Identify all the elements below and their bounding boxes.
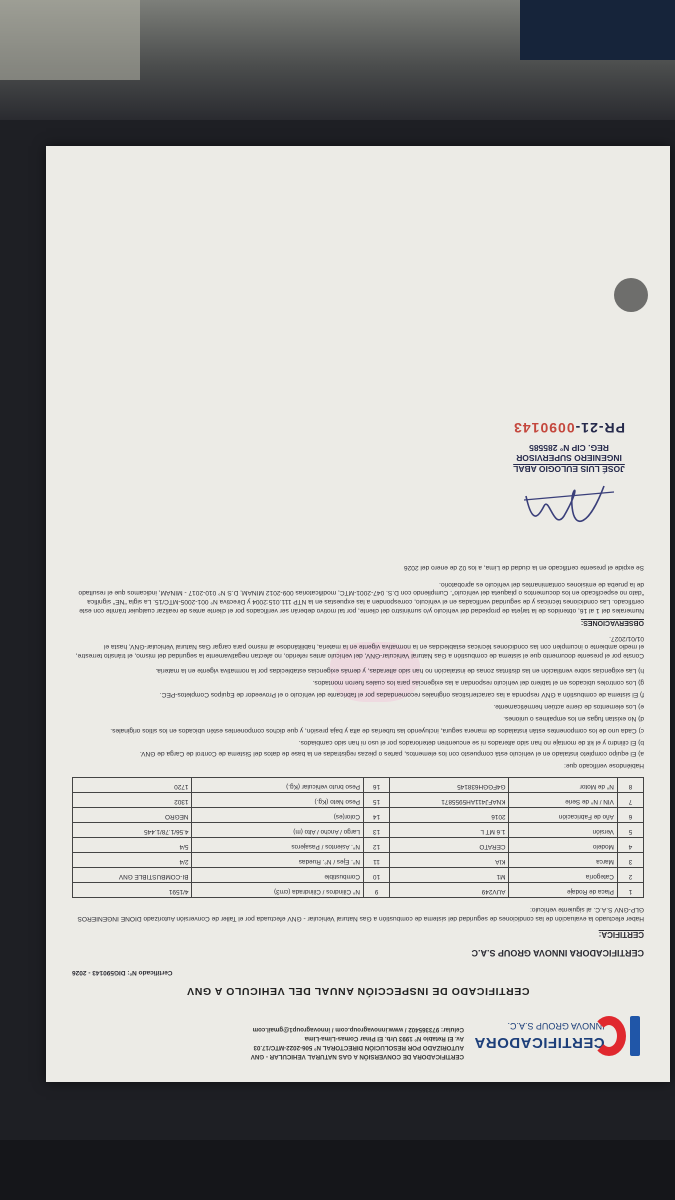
- table-cell-value2: BI-COMBUSTIBLE GNV: [73, 868, 192, 883]
- table-cell-label2: N° Cilindros / Cilindrada (cm3): [192, 883, 364, 898]
- table-cell-label: VIN / N° de Serie: [509, 793, 617, 808]
- list-item: h) Las exigencias sobre ventilación en las distintas zonas de instalación no han sido alteradas, y demás exigencias establecidas por la normativa vigente en la materia.: [155, 667, 644, 675]
- logo-subtext: INNOVA GROUP S.A.C.: [507, 1020, 605, 1031]
- table-cell-value: 2016: [390, 808, 509, 823]
- table-cell-value2: 1302: [73, 793, 192, 808]
- table-cell-value: M1: [390, 868, 509, 883]
- table-cell-label: Marca: [509, 853, 617, 868]
- table-cell-n2: 15: [364, 793, 390, 808]
- table-cell-n: 2: [617, 868, 643, 883]
- table-cell-value2: 4/1591: [73, 883, 192, 898]
- list-item: c) Cada uno de los componentes están instalados de manera segura, incluyendo las tuberías de alta y baja presión, y que dichos componentes estén ubicados en los sitios originales.: [110, 726, 644, 734]
- pr-code: [494, 418, 644, 436]
- header-info-line: Celular: 973365402 / www.innovagroup.com / innovagroup1@gmail.com: [252, 1026, 464, 1034]
- verification-heading: Habiéndose verificado que:: [564, 762, 644, 770]
- background-cushion: [0, 1140, 675, 1200]
- table-cell-n: 8: [617, 778, 643, 793]
- table-cell-value: KIA: [390, 853, 509, 868]
- document-title: CERTIFICADO DE INSPECCIÓN ANUAL DEL VEHICULO A GNV: [186, 985, 530, 997]
- list-item: e) Los elementos de cierre actúen herméticamente.: [493, 702, 644, 710]
- header-info: [72, 1024, 464, 1060]
- table-row: [73, 853, 644, 868]
- pr-prefix: PR-21-: [574, 419, 625, 436]
- observations-heading: OBSERVACIONES:: [580, 618, 644, 626]
- table-cell-n2: 12: [364, 838, 390, 853]
- list-item: b) El cilindro y el kit de montaje no han sido alterados ni se encuentren deteriorados por el uso ni han sido cambiados.: [298, 738, 644, 746]
- table-cell-value2: 4.56/1.78/1.445: [73, 823, 192, 838]
- ig-logo-icon: [611, 1012, 644, 1060]
- table-cell-value: KNAFJ411AH5955871: [390, 793, 509, 808]
- table-cell-n: 4: [617, 838, 643, 853]
- handwritten-signature: [494, 474, 644, 536]
- table-cell-value2: 1720: [73, 778, 192, 793]
- table-cell-value2: NEGRO: [73, 808, 192, 823]
- certificate-document: [46, 146, 670, 1082]
- table-row: [73, 823, 644, 838]
- table-row: [73, 838, 644, 853]
- table-row: [73, 868, 644, 883]
- certifica-heading: CERTIFICA:: [598, 929, 644, 939]
- paper-hole: [614, 278, 648, 312]
- table-cell-n2: 9: [364, 883, 390, 898]
- table-row: [73, 883, 644, 898]
- table-cell-label2: N°. Ejes / N°. Ruedas: [192, 853, 364, 868]
- table-row: [73, 793, 644, 808]
- engineer-reg: REG. CIP N° 285585: [529, 442, 609, 453]
- table-cell-n2: 10: [364, 868, 390, 883]
- engineer-role: INGENIERO SUPERVISOR: [516, 453, 622, 464]
- list-item: g) Los controles ubicados en el tablero del vehículo respondan a las exigencias para los cuales fueron montados.: [312, 679, 644, 687]
- table-cell-label2: N°. Asientos / Pasajeros: [192, 838, 364, 853]
- table-cell-value: G4FGGH638145: [390, 778, 509, 793]
- table-cell-label2: Peso bruto vehicular (Kg.): [192, 778, 364, 793]
- table-cell-n2: 16: [364, 778, 390, 793]
- document-header: [72, 1012, 644, 1060]
- signature-area: [72, 418, 644, 535]
- table-cell-n: 6: [617, 808, 643, 823]
- table-cell-n2: 11: [364, 853, 390, 868]
- table-cell-label: N° de Motor: [509, 778, 617, 793]
- conformity-paragraph: Conste por el presente documento que el sistema de combustión a Gas Natural Vehicular-GNV, del vehículo antes referido, no afectan negativamente la seguridad del mismo, el tránsito terrestre, el medio ambiente o incumplen con las condiciones técnicas establecidas en la normativa vigente en la materia, habilitándose al mismo para cargar Gas Natural Vehicular-GNV, hasta el 01/01/2027.: [75, 634, 644, 660]
- company-name: CERTIFICADORA INNOVA GROUP S.A.C: [471, 948, 644, 959]
- header-info-line: CERTIFICADORA DE CONVERSIÓN A GAS NATURAL VEHICULAR - GNV: [250, 1053, 464, 1060]
- table-row: [73, 778, 644, 793]
- background-wall: [0, 0, 140, 80]
- table-cell-n2: 13: [364, 823, 390, 838]
- logo-text: CERTIFICADORA: [474, 1034, 605, 1052]
- table-cell-label: Modelo: [509, 838, 617, 853]
- engineer-stamp: [494, 418, 644, 535]
- observations-text: Numerales del 1 al 16, obtenidos de la tarjeta de propiedad del vehículo y/o suministro del cliente, por tal motivo deberán ser verificados por el cliente antes de realizar cualquier trámite con este certificado. Las condiciones técnicas y de seguridad verificadas en el vehículo, corresponden a las expuestas en la NTP 111.015:2004 y Directiva N° 001-2005-MTC/15. La sigla "NE" significa "dato no especificado en los documentos o plaqueta del vehículo". Cumpliendo con D.S. 047-2001-MTC, modificatorias 009-2012 MINAM, D.S N° 010-2017 - MINAM, indicamos que el resultado de la prueba de emisiones contaminantes del vehículo es aprobatorio.: [78, 580, 644, 615]
- pr-number: 0090143: [513, 419, 575, 436]
- table-cell-n: 1: [617, 883, 643, 898]
- table-cell-value: CERATO: [390, 838, 509, 853]
- vehicle-table: [72, 777, 644, 898]
- intro-text: Haber efectuado la evaluación de las condiciones de seguridad del sistema de combustión a Gas Natural Vehicular - GNV efectuada por el Taller de Conversión Autorizado DIONE INGENIEROS GLP-GNV S.A.C. al siguiente vehículo:: [77, 906, 644, 923]
- table-cell-label: Categoría: [509, 868, 617, 883]
- company-logo: [474, 1012, 644, 1060]
- table-cell-label2: Peso Neto (Kg.): [192, 793, 364, 808]
- header-info-line: Av. El Retablo N° 1993 Urb. El Pinar Comas-Lima-Lima: [304, 1035, 464, 1043]
- table-cell-n: 7: [617, 793, 643, 808]
- table-cell-value2: 5/4: [73, 838, 192, 853]
- issue-statement: Se expide el presente certificado en la ciudad de Lima, a los 02 de enero del 2026: [403, 563, 644, 571]
- background-object: [520, 0, 675, 60]
- table-cell-label2: Color(es): [192, 808, 364, 823]
- table-cell-n: 3: [617, 853, 643, 868]
- table-cell-label: Versión: [509, 823, 617, 838]
- table-cell-value2: 2/4: [73, 853, 192, 868]
- table-cell-label2: Largo / Ancho / Alto (m): [192, 823, 364, 838]
- table-cell-n2: 14: [364, 808, 390, 823]
- table-cell-label: Año de Fabricación: [509, 808, 617, 823]
- table-cell-label: Placa de Rodaje: [509, 883, 617, 898]
- list-item: f) El sistema de combustión a GNV responda a las características originales recomendadas por el fabricante del vehículo o el Proveedor de Equipos Completos-PEC.: [159, 691, 644, 698]
- engineer-name: JOSÉ LUIS EULOGIO ABAL: [513, 463, 625, 474]
- table-row: [73, 808, 644, 823]
- table-cell-value: AUV249: [390, 883, 509, 898]
- verification-list: [72, 665, 644, 757]
- list-item: d) No existan fugas en los empalmes o uniones.: [503, 714, 644, 722]
- table-cell-label2: Combustible: [192, 868, 364, 883]
- table-cell-value: 1.6 MT L: [390, 823, 509, 838]
- certificate-number: Certificado N°: DIG590143 - 2026: [72, 968, 173, 976]
- header-info-line: AUTORIZADO POR RESOLUCIÓN DIRECTORAL N° 506-2022-MTC/17.03: [253, 1044, 464, 1052]
- table-cell-n: 5: [617, 823, 643, 838]
- list-item: a) El equipo completo instalado en el vehículo está compuesto con los elementos, partes o piezas registradas en la base de datos del Sistema de Control de Carga de GNV.: [139, 750, 644, 758]
